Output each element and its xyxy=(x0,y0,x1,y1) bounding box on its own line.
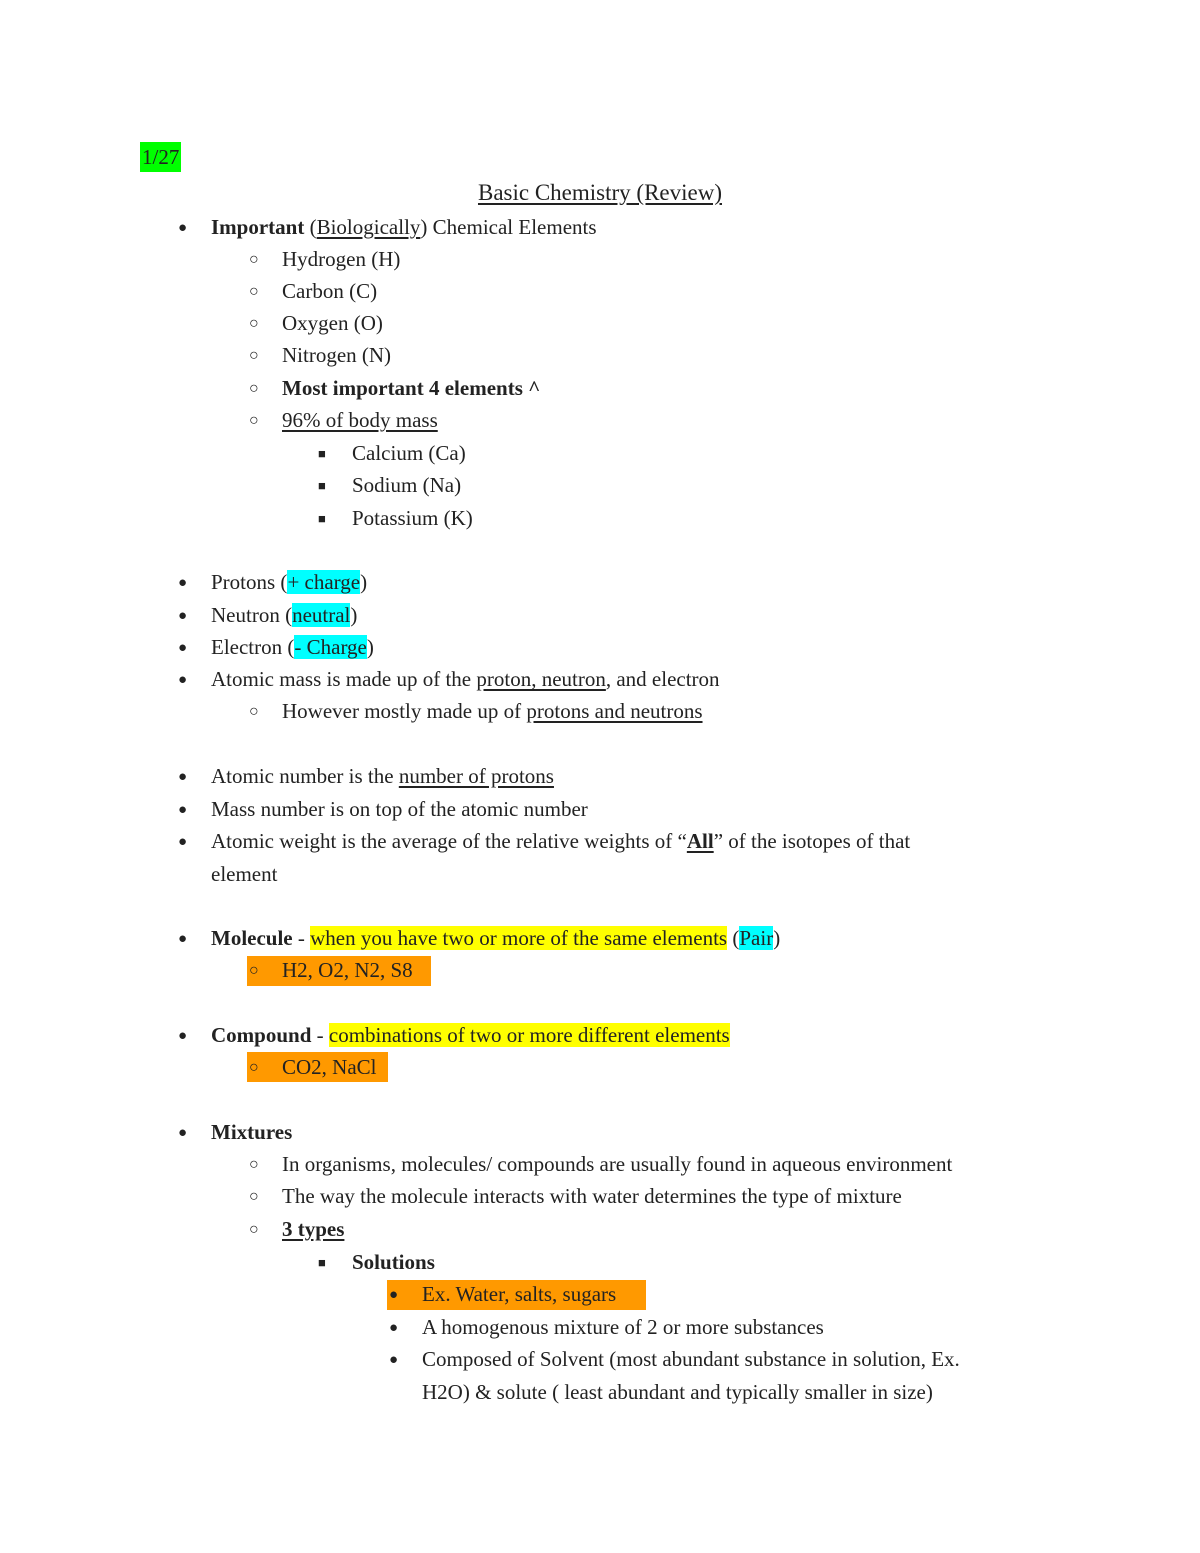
bullet-square-icon: ■ xyxy=(318,446,326,461)
bullet-disc-icon: ● xyxy=(178,575,188,591)
bullet-circle-icon: ○ xyxy=(249,703,259,720)
list-item: Calcium (Ca) xyxy=(352,441,466,465)
list-item: Carbon (C) xyxy=(282,279,378,303)
bullet-disc-icon: ● xyxy=(178,640,188,656)
mixtures-item: Mixtures xyxy=(211,1120,293,1144)
bullet-square-icon: ■ xyxy=(318,1255,326,1270)
bullet-circle-icon: ○ xyxy=(249,1221,259,1238)
bullet-circle-icon: ○ xyxy=(249,412,259,429)
list-item: Atomic mass is made up of the proton, neutron, and electron xyxy=(211,667,720,691)
important-elements-item: Important (Biologically) Chemical Elements xyxy=(211,215,597,239)
list-item: Neutron (neutral) xyxy=(211,603,358,627)
list-item: Ex. Water, salts, sugars xyxy=(422,1282,617,1306)
bullet-circle-icon: ○ xyxy=(249,251,259,268)
bullet-disc-icon: ● xyxy=(178,769,188,785)
bullet-disc-icon: ● xyxy=(178,1125,188,1141)
list-item: Mass number is on top of the atomic number xyxy=(211,797,588,821)
bullet-disc-icon: ● xyxy=(178,931,188,947)
list-item: In organisms, molecules/ compounds are usually found in aqueous environment xyxy=(282,1152,953,1176)
list-item-continuation: element xyxy=(211,862,278,886)
list-item: Electron (- Charge) xyxy=(211,635,374,659)
list-item: Nitrogen (N) xyxy=(282,343,392,367)
bullet-disc-icon: ● xyxy=(389,1287,399,1303)
list-item: Atomic weight is the average of the relative weights of “All” of the isotopes of that xyxy=(211,829,911,853)
bullet-disc-icon: ● xyxy=(178,220,188,236)
bullet-disc-icon: ● xyxy=(389,1320,399,1336)
list-item: Sodium (Na) xyxy=(352,473,462,497)
list-item: Protons (+ charge) xyxy=(211,570,368,594)
bullet-circle-icon: ○ xyxy=(249,1156,259,1173)
page-title: Basic Chemistry (Review) xyxy=(477,180,722,205)
list-item: CO2, NaCl xyxy=(282,1055,377,1079)
list-item: Composed of Solvent (most abundant substance in solution, Ex. xyxy=(422,1347,960,1371)
bullet-circle-icon: ○ xyxy=(249,380,259,397)
list-item: 3 types xyxy=(282,1217,345,1241)
list-item: H2, O2, N2, S8 xyxy=(282,958,413,982)
date-label: 1/27 xyxy=(140,144,181,170)
bullet-circle-icon: ○ xyxy=(249,347,259,364)
list-item: Potassium (K) xyxy=(352,506,473,530)
molecule-item: Molecule - when you have two or more of the same elements (Pair) xyxy=(211,926,781,950)
list-item: Solutions xyxy=(352,1250,435,1274)
bullet-disc-icon: ● xyxy=(178,608,188,624)
list-item: Atomic number is the number of protons xyxy=(211,764,554,788)
list-item: However mostly made up of protons and neutrons xyxy=(282,699,703,723)
bullet-disc-icon: ● xyxy=(178,802,188,818)
bullet-circle-icon: ○ xyxy=(249,962,259,979)
list-item: The way the molecule interacts with water determines the type of mixture xyxy=(282,1184,902,1208)
bullet-circle-icon: ○ xyxy=(249,1188,259,1205)
list-item: Most important 4 elements ^ xyxy=(282,376,541,400)
list-item: A homogenous mixture of 2 or more substances xyxy=(422,1315,824,1339)
list-item: 96% of body mass xyxy=(282,408,438,432)
bullet-circle-icon: ○ xyxy=(249,315,259,332)
bullet-disc-icon: ● xyxy=(178,672,188,688)
bullet-square-icon: ■ xyxy=(318,511,326,526)
list-item: Oxygen (O) xyxy=(282,311,383,335)
bullet-disc-icon: ● xyxy=(389,1352,399,1368)
bullet-disc-icon: ● xyxy=(178,834,188,850)
bullet-square-icon: ■ xyxy=(318,478,326,493)
bullet-circle-icon: ○ xyxy=(249,1059,259,1076)
list-item: Hydrogen (H) xyxy=(282,247,401,271)
list-item-continuation: H2O) & solute ( least abundant and typically smaller in size) xyxy=(422,1380,933,1404)
bullet-circle-icon: ○ xyxy=(249,283,259,300)
bullet-disc-icon: ● xyxy=(178,1028,188,1044)
compound-item: Compound - combinations of two or more different elements xyxy=(211,1023,730,1047)
